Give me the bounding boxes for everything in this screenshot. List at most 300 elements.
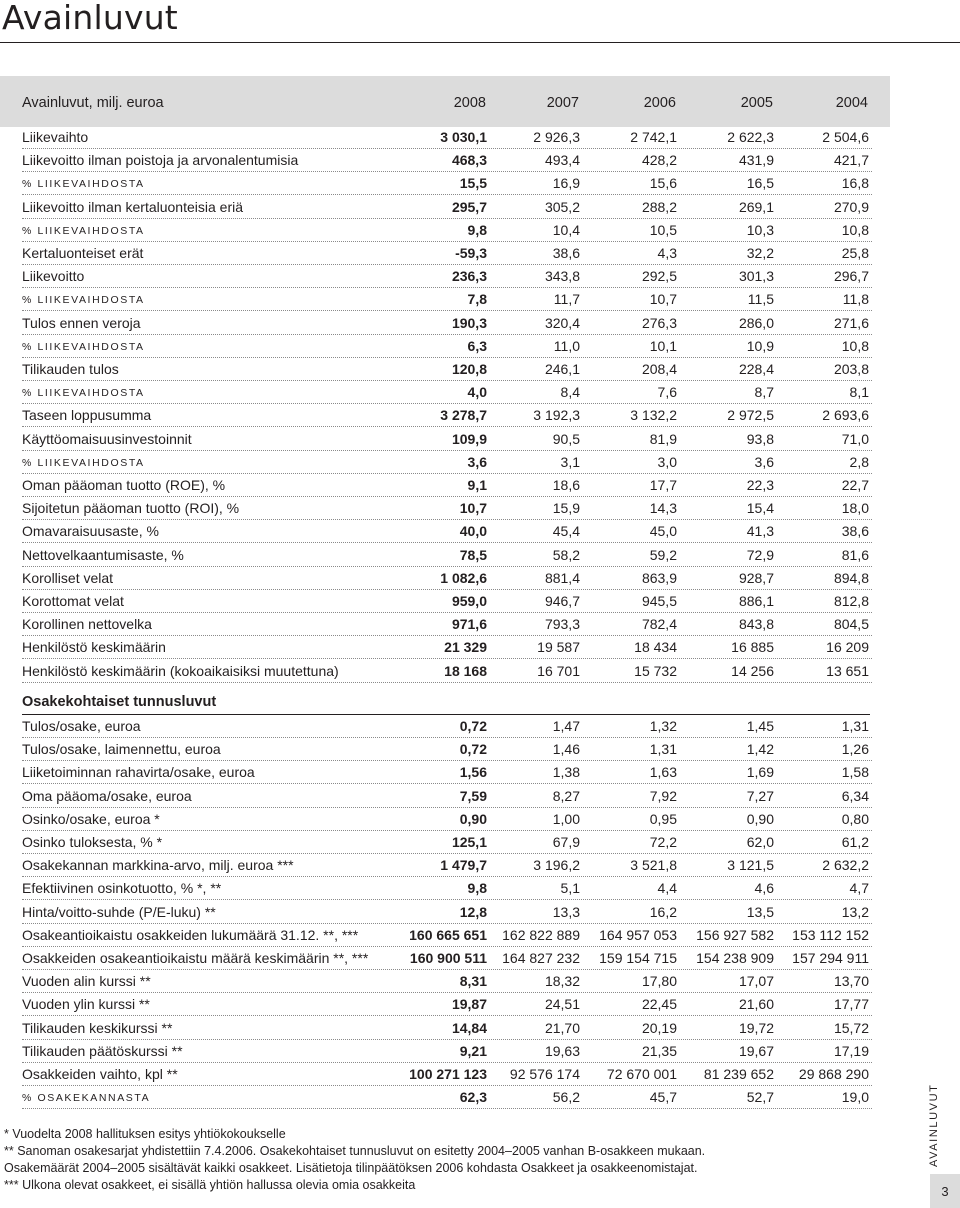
cell-value: 10,5: [649, 221, 677, 238]
cell-value: 3 121,5: [727, 857, 774, 874]
cell-value: 162 822 889: [502, 926, 580, 943]
cell-value: 72,9: [746, 546, 774, 563]
table-row: [22, 877, 872, 900]
cell-value: 21,35: [641, 1042, 677, 1059]
table-row: [22, 901, 872, 924]
row-label: % LIIKEVAIHDOSTA: [22, 178, 145, 191]
table-row: [22, 715, 872, 738]
cell-value: 9,21: [459, 1042, 487, 1059]
cell-value: 3 192,3: [533, 407, 580, 424]
cell-value: 11,7: [553, 291, 580, 308]
cell-value: 72 670 001: [606, 1066, 677, 1082]
cell-value: 10,8: [841, 337, 869, 354]
cell-value: 8,7: [754, 384, 774, 401]
row-label: Hinta/voitto-suhde (P/E-luku) **: [22, 903, 216, 920]
cell-value: 160 900 511: [409, 950, 487, 966]
cell-value: 24,51: [544, 996, 580, 1013]
cell-value: 62,0: [746, 834, 774, 850]
cell-value: 5,1: [560, 880, 580, 897]
cell-value: 32,2: [746, 245, 774, 261]
cell-value: 236,3: [451, 268, 487, 285]
cell-value: 45,0: [649, 523, 677, 540]
cell-value: 0,90: [459, 810, 487, 827]
cell-value: 157 294 911: [792, 950, 869, 966]
row-label: Nettovelkaantumisaste, %: [22, 546, 184, 563]
cell-value: 2 504,6: [822, 129, 869, 145]
cell-value: 2 926,3: [533, 129, 580, 145]
row-label: Korolliset velat: [22, 569, 114, 586]
cell-value: 945,5: [641, 593, 677, 609]
table-row: [22, 242, 872, 265]
cell-value: 3,0: [657, 453, 677, 470]
cell-value: 154 238 909: [696, 950, 774, 966]
cell-value: 286,0: [738, 314, 774, 331]
row-label: Liiketoiminnan rahavirta/osake, euroa: [22, 764, 255, 781]
cell-value: 886,1: [738, 593, 774, 609]
footnote: * Vuodelta 2008 hallituksen esitys yhtiökokoukselle: [4, 1127, 286, 1141]
row-label: % LIIKEVAIHDOSTA: [22, 456, 145, 469]
cell-value: 120,8: [451, 361, 487, 377]
cell-value: 1,69: [746, 764, 774, 781]
cell-value: 1 082,6: [440, 569, 487, 586]
cell-value: 19,67: [738, 1042, 774, 1059]
cell-value: 22,3: [746, 477, 774, 493]
cell-value: 1,32: [649, 718, 677, 734]
cell-value: 271,6: [833, 314, 869, 331]
cell-value: 190,3: [451, 314, 487, 331]
cell-value: 72,2: [649, 834, 677, 850]
section-heading: Osakekohtaiset tunnusluvut: [22, 694, 217, 710]
cell-value: 58,2: [552, 546, 580, 563]
cell-value: 3,6: [754, 453, 774, 470]
cell-value: 1,26: [841, 741, 869, 758]
cell-value: 2 742,1: [630, 129, 677, 145]
page-number-box: [930, 1174, 960, 1208]
row-label: Osakeantioikaistu osakkeiden lukumäärä 31.12. **, ***: [22, 926, 359, 943]
row-label: Osinko/osake, euroa *: [22, 810, 160, 827]
cell-value: 2 693,6: [822, 407, 869, 424]
cell-value: 10,7: [459, 500, 487, 517]
cell-value: 19,63: [544, 1042, 580, 1059]
table-row: [22, 544, 872, 567]
row-label: % LIIKEVAIHDOSTA: [22, 340, 145, 353]
cell-value: 17,80: [641, 973, 677, 990]
cell-value: 288,2: [641, 198, 677, 215]
year-header-2005: 2005: [740, 95, 773, 111]
table-row: [22, 288, 872, 311]
cell-value: 40,0: [459, 523, 487, 540]
cell-value: 156 927 582: [696, 926, 774, 943]
cell-value: 6,34: [841, 787, 869, 804]
row-label: % LIIKEVAIHDOSTA: [22, 294, 145, 307]
row-label: Henkilöstö keskimäärin (kokoaikaisiksi muutettuna): [22, 662, 339, 679]
cell-value: 22,45: [641, 996, 677, 1013]
cell-value: 928,7: [738, 569, 774, 586]
row-label: Korottomat velat: [22, 593, 124, 609]
table-row: [22, 312, 872, 335]
side-section-label: AVAINLUVUT: [928, 1083, 940, 1167]
cell-value: 12,8: [459, 903, 487, 920]
table-row: [22, 335, 872, 358]
cell-value: 1,31: [841, 718, 869, 734]
table-row: [22, 785, 872, 808]
row-label: % LIIKEVAIHDOSTA: [22, 224, 145, 237]
table-row: [22, 831, 872, 854]
cell-value: 21 329: [444, 639, 487, 656]
cell-value: 19 587: [537, 639, 580, 656]
cell-value: 92 576 174: [509, 1066, 580, 1082]
cell-value: 18,0: [841, 500, 869, 517]
row-label: Omavaraisuusaste, %: [22, 523, 159, 540]
cell-value: 0,72: [459, 718, 487, 734]
row-label: Vuoden alin kurssi **: [22, 973, 151, 990]
year-header-2006: 2006: [643, 95, 676, 111]
cell-value: 468,3: [451, 152, 487, 169]
cell-value: 21,70: [544, 1019, 580, 1036]
table-row: [22, 660, 872, 683]
table-row: [22, 358, 872, 381]
cell-value: 17,7: [649, 477, 677, 493]
cell-value: 13,3: [552, 903, 580, 920]
cell-value: 10,7: [649, 291, 677, 308]
cell-value: 19,0: [841, 1089, 869, 1106]
cell-value: 15,72: [833, 1019, 869, 1036]
row-label: Oman pääoman tuotto (ROE), %: [22, 477, 226, 493]
cell-value: 10,3: [746, 221, 774, 238]
row-label: Tilikauden keskikurssi **: [22, 1019, 173, 1036]
table-row: [22, 590, 872, 613]
table-row: [22, 381, 872, 404]
cell-value: 10,4: [552, 221, 580, 238]
cell-value: 863,9: [641, 569, 677, 586]
table-row: [22, 497, 872, 520]
table-row: [22, 808, 872, 831]
cell-value: 276,3: [641, 314, 677, 331]
row-label: % LIIKEVAIHDOSTA: [22, 387, 145, 400]
cell-value: 10,9: [746, 337, 774, 354]
cell-value: 1 479,7: [440, 857, 487, 874]
cell-value: 7,59: [459, 787, 487, 804]
cell-value: 10,1: [649, 337, 677, 354]
cell-value: 17,77: [833, 996, 869, 1013]
cell-value: 894,8: [833, 569, 869, 586]
cell-value: 16,8: [841, 175, 869, 192]
cell-value: 0,90: [746, 810, 774, 827]
cell-value: 208,4: [641, 361, 677, 377]
cell-value: 10,8: [841, 221, 869, 238]
cell-value: 1,47: [552, 718, 580, 734]
cell-value: 4,4: [657, 880, 677, 897]
row-label: Liikevoitto: [22, 268, 85, 285]
cell-value: 1,42: [746, 741, 774, 758]
cell-value: 1,45: [746, 718, 774, 734]
year-header-2008: 2008: [453, 95, 486, 111]
cell-value: 22,7: [841, 477, 869, 493]
cell-value: 14,3: [649, 500, 677, 517]
row-label: Tulos/osake, euroa: [22, 718, 141, 734]
cell-value: 15,6: [649, 175, 677, 192]
table-header-label: Avainluvut, milj. euroa: [22, 95, 164, 111]
table-row: [22, 947, 872, 970]
table-row: [22, 567, 872, 590]
row-label: Tilikauden tulos: [22, 361, 119, 377]
cell-value: 15 732: [634, 662, 677, 679]
cell-value: 493,4: [544, 152, 580, 169]
cell-value: 782,4: [641, 616, 677, 633]
cell-value: 13,2: [841, 903, 869, 920]
year-header-2004: 2004: [835, 95, 868, 111]
cell-value: 45,4: [552, 523, 580, 540]
cell-value: 67,9: [552, 834, 580, 850]
cell-value: 8,31: [459, 973, 487, 990]
cell-value: 843,8: [738, 616, 774, 633]
cell-value: -59,3: [455, 245, 487, 261]
page-title: Avainluvut: [2, 0, 178, 37]
cell-value: 7,8: [467, 291, 487, 308]
cell-value: 804,5: [833, 616, 869, 633]
cell-value: 125,1: [451, 834, 487, 850]
cell-value: 18 168: [444, 662, 487, 679]
cell-value: 2 972,5: [727, 407, 774, 424]
row-label: Henkilöstö keskimäärin: [22, 639, 166, 656]
cell-value: 62,3: [459, 1089, 487, 1106]
cell-value: 428,2: [641, 152, 677, 169]
cell-value: 6,3: [467, 337, 487, 354]
cell-value: 3 278,7: [440, 407, 487, 424]
cell-value: 295,7: [451, 198, 487, 215]
row-label: Tilikauden päätöskurssi **: [22, 1042, 183, 1059]
cell-value: 100 271 123: [409, 1066, 487, 1082]
table-row: [22, 1063, 872, 1086]
cell-value: 160 665 651: [409, 926, 487, 943]
cell-value: 269,1: [738, 198, 774, 215]
cell-value: 421,7: [833, 152, 869, 169]
cell-value: 793,3: [544, 616, 580, 633]
footnote: Osakemäärät 2004–2005 sisältävät kaikki osakkeet. Lisätietoja tilinpäätöksen 2006 kohdasta Osakkeet ja osakkeenomistajat.: [4, 1161, 698, 1175]
cell-value: 16,9: [552, 175, 580, 192]
cell-value: 1,56: [459, 764, 487, 781]
cell-value: 7,27: [746, 787, 774, 804]
year-header-2007: 2007: [546, 95, 579, 111]
cell-value: 1,63: [649, 764, 677, 781]
cell-value: 109,9: [451, 430, 487, 447]
cell-value: 2 622,3: [727, 129, 774, 145]
footnote: ** Sanoman osakesarjat yhdistettiin 7.4.2006. Osakekohtaiset tunnusluvut on esitetty 2004–2005 vanhan B-osakkeen mukaan.: [4, 1144, 706, 1158]
row-label: Sijoitetun pääoman tuotto (ROI), %: [22, 500, 240, 517]
row-label: Taseen loppusumma: [22, 407, 152, 424]
table-row: [22, 265, 872, 288]
row-label: % OSAKEKANNASTA: [22, 1092, 151, 1105]
cell-value: 7,92: [649, 787, 677, 804]
cell-value: 29 868 290: [798, 1066, 869, 1082]
cell-value: 61,2: [841, 834, 869, 850]
row-label: Osinko tuloksesta, % *: [22, 834, 163, 850]
table-row: [22, 520, 872, 543]
cell-value: 45,7: [649, 1089, 677, 1106]
cell-value: 59,2: [649, 546, 677, 563]
cell-value: 16 701: [537, 662, 580, 679]
cell-value: 25,8: [841, 245, 869, 261]
cell-value: 11,0: [553, 337, 580, 354]
cell-value: 15,9: [552, 500, 580, 517]
cell-value: 959,0: [451, 593, 487, 609]
cell-value: 8,4: [560, 384, 580, 401]
table-row: [22, 924, 872, 947]
row-label: Osakkeiden osakeantioikaistu määrä keskimäärin **, ***: [22, 950, 369, 966]
table-row: [22, 854, 872, 877]
cell-value: 3,6: [467, 453, 487, 470]
cell-value: 16,5: [746, 175, 774, 192]
table-row: [22, 738, 872, 761]
cell-value: 7,6: [657, 384, 677, 401]
cell-value: 11,8: [842, 291, 869, 308]
cell-value: 159 154 715: [599, 950, 677, 966]
cell-value: 21,60: [738, 996, 774, 1013]
cell-value: 3 132,2: [630, 407, 677, 424]
cell-value: 153 112 152: [792, 926, 869, 943]
cell-value: 38,6: [841, 523, 869, 540]
row-label: Liikevoitto ilman kertaluonteisia eriä: [22, 198, 243, 215]
row-label: Osakkeiden vaihto, kpl **: [22, 1066, 178, 1082]
table-row: [22, 196, 872, 219]
table-row: [22, 219, 872, 242]
row-label: Vuoden ylin kurssi **: [22, 996, 150, 1013]
cell-value: 93,8: [746, 430, 774, 447]
cell-value: 81,9: [649, 430, 677, 447]
cell-value: 16 209: [826, 639, 869, 656]
table-row: [22, 993, 872, 1016]
cell-value: 19,87: [451, 996, 487, 1013]
cell-value: 16 885: [731, 639, 774, 656]
cell-value: 203,8: [833, 361, 869, 377]
table-row: [22, 404, 872, 427]
cell-value: 1,46: [552, 741, 580, 758]
cell-value: 4,3: [657, 245, 677, 261]
cell-value: 881,4: [544, 569, 580, 586]
cell-value: 4,7: [849, 880, 869, 897]
cell-value: 164 827 232: [502, 950, 580, 966]
cell-value: 90,5: [552, 430, 580, 447]
row-label: Liikevoitto ilman poistoja ja arvonalentumisia: [22, 152, 299, 169]
row-label: Efektiivinen osinkotuotto, % *, **: [22, 880, 222, 897]
row-label: Osakekannan markkina-arvo, milj. euroa ***: [22, 857, 294, 874]
cell-value: 946,7: [544, 593, 580, 609]
cell-value: 3 521,8: [630, 857, 677, 874]
cell-value: 17,19: [833, 1042, 869, 1059]
footnotes: [4, 1126, 864, 1194]
cell-value: 56,2: [552, 1089, 580, 1106]
cell-value: 3 030,1: [440, 129, 487, 145]
cell-value: 305,2: [544, 198, 580, 215]
cell-value: 20,19: [641, 1019, 677, 1036]
cell-value: 301,3: [738, 268, 774, 285]
row-divider: [22, 682, 872, 683]
cell-value: 343,8: [544, 268, 580, 285]
cell-value: 15,5: [459, 175, 487, 192]
cell-value: 0,72: [459, 741, 487, 758]
cell-value: 78,5: [459, 546, 487, 563]
cell-value: 320,4: [544, 314, 580, 331]
cell-value: 71,0: [841, 430, 869, 447]
table-row: [22, 1086, 872, 1109]
table-row: [22, 428, 872, 451]
table-row: [22, 474, 872, 497]
cell-value: 296,7: [833, 268, 869, 285]
cell-value: 9,1: [467, 477, 487, 493]
table-row: [22, 1017, 872, 1040]
cell-value: 41,3: [746, 523, 774, 540]
row-label: Korollinen nettovelka: [22, 616, 152, 633]
table-row: [22, 172, 872, 195]
cell-value: 17,07: [738, 973, 774, 990]
cell-value: 16,2: [649, 903, 677, 920]
cell-value: 292,5: [641, 268, 677, 285]
row-label: Liikevaihto: [22, 129, 89, 145]
cell-value: 228,4: [738, 361, 774, 377]
cell-value: 2 632,2: [822, 857, 869, 874]
cell-value: 81,6: [841, 546, 869, 563]
table-row: [22, 126, 872, 149]
cell-value: 971,6: [451, 616, 487, 633]
cell-value: 8,1: [849, 384, 869, 401]
cell-value: 81 239 652: [703, 1066, 774, 1082]
cell-value: 1,38: [552, 764, 580, 781]
title-divider: [0, 42, 960, 43]
row-divider: [22, 1108, 872, 1109]
table-row: [22, 451, 872, 474]
cell-value: 3,1: [560, 453, 580, 470]
cell-value: 13,70: [833, 973, 869, 990]
cell-value: 164 957 053: [599, 926, 677, 943]
cell-value: 270,9: [833, 198, 869, 215]
row-label: Tulos ennen veroja: [22, 314, 141, 331]
table-row: [22, 613, 872, 636]
cell-value: 13,5: [746, 903, 774, 920]
table-row: [22, 761, 872, 784]
cell-value: 15,4: [746, 500, 774, 517]
cell-value: 9,8: [467, 880, 487, 897]
cell-value: 3 196,2: [533, 857, 580, 874]
cell-value: 52,7: [746, 1089, 774, 1106]
row-label: Oma pääoma/osake, euroa: [22, 787, 192, 804]
cell-value: 18,32: [544, 973, 580, 990]
table-row: [22, 970, 872, 993]
cell-value: 2,8: [849, 453, 869, 470]
table-row: [22, 636, 872, 659]
cell-value: 14 256: [731, 662, 774, 679]
row-label: Käyttöomaisuusinvestoinnit: [22, 430, 192, 447]
cell-value: 4,6: [754, 880, 774, 897]
cell-value: 246,1: [544, 361, 580, 377]
cell-value: 0,80: [841, 810, 869, 827]
table-header: [0, 76, 890, 127]
cell-value: 4,0: [467, 384, 487, 401]
cell-value: 812,8: [833, 593, 869, 609]
cell-value: 431,9: [738, 152, 774, 169]
cell-value: 1,00: [552, 810, 580, 827]
cell-value: 0,95: [649, 810, 677, 827]
row-label: Kertaluonteiset erät: [22, 245, 144, 261]
row-label: Tulos/osake, laimennettu, euroa: [22, 741, 221, 758]
cell-value: 18,6: [552, 477, 580, 493]
cell-value: 1,31: [649, 741, 677, 758]
cell-value: 9,8: [467, 221, 487, 238]
cell-value: 18 434: [634, 639, 677, 656]
cell-value: 14,84: [451, 1019, 487, 1036]
table-row: [22, 149, 872, 172]
cell-value: 19,72: [738, 1019, 774, 1036]
footnote: *** Ulkona olevat osakkeet, ei sisällä yhtiön hallussa olevia omia osakkeita: [4, 1178, 416, 1192]
